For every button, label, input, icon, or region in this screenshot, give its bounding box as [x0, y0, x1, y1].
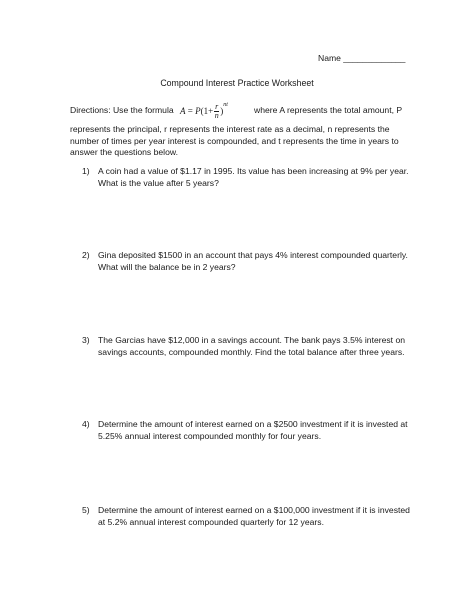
- name-field-label: Name _____________: [318, 53, 406, 63]
- question-1: [82, 166, 412, 189]
- question-text: A coin had a value of $1.17 in 1995. Its value has been increasing at 9% per year. What is the value after 5 years?: [98, 166, 409, 188]
- question-text: Gina deposited $1500 in an account that pays 4% interest compounded quarterly. What will the balance be in 2 years?: [98, 250, 408, 272]
- directions-text: represents the principal, r represents the interest rate as a decimal, n represents the number of times per year interest is compounded, and t represents the time in years to answer the questions below.: [70, 124, 399, 158]
- question-number: 3): [82, 335, 90, 345]
- formula-a: A: [180, 106, 186, 116]
- directions-block: [70, 100, 415, 159]
- question-number: 4): [82, 419, 90, 429]
- formula-fraction: [214, 103, 219, 120]
- question-text: Determine the amount of interest earned on a $2500 investment if it is invested at 5.25% annual interest compounded monthly for four years.: [98, 419, 408, 441]
- question-number: 2): [82, 250, 90, 260]
- worksheet-title: Compound Interest Practice Worksheet: [160, 78, 314, 88]
- question-2: [82, 250, 412, 273]
- question-4: [82, 419, 412, 442]
- directions-first-line: [70, 100, 415, 124]
- formula-numerator: r: [215, 102, 219, 112]
- formula-close: ): [220, 106, 224, 116]
- question-number: 1): [82, 166, 90, 176]
- question-text: Determine the amount of interest earned on a $100,000 investment if it is invested at 5.2% annual interest compounded quarterly for 12 years.: [98, 505, 410, 527]
- formula-exponent: nt: [223, 102, 228, 108]
- question-3: [82, 335, 412, 358]
- formula-open: (1+: [200, 106, 214, 116]
- directions-label: Directions: Use the formula: [70, 105, 174, 115]
- formula-equals: =: [185, 106, 196, 116]
- formula-denominator: n: [214, 111, 219, 121]
- question-text: The Garcias have $12,000 in a savings account. The bank pays 3.5% interest on savings accounts, compounded monthly. Find the total balance after three years.: [98, 335, 406, 357]
- compound-interest-formula: [180, 100, 228, 124]
- directions-after-formula: where A represents the total amount, P: [254, 105, 403, 115]
- question-5: [82, 505, 412, 528]
- formula-p: P: [195, 106, 201, 116]
- question-number: 5): [82, 505, 90, 515]
